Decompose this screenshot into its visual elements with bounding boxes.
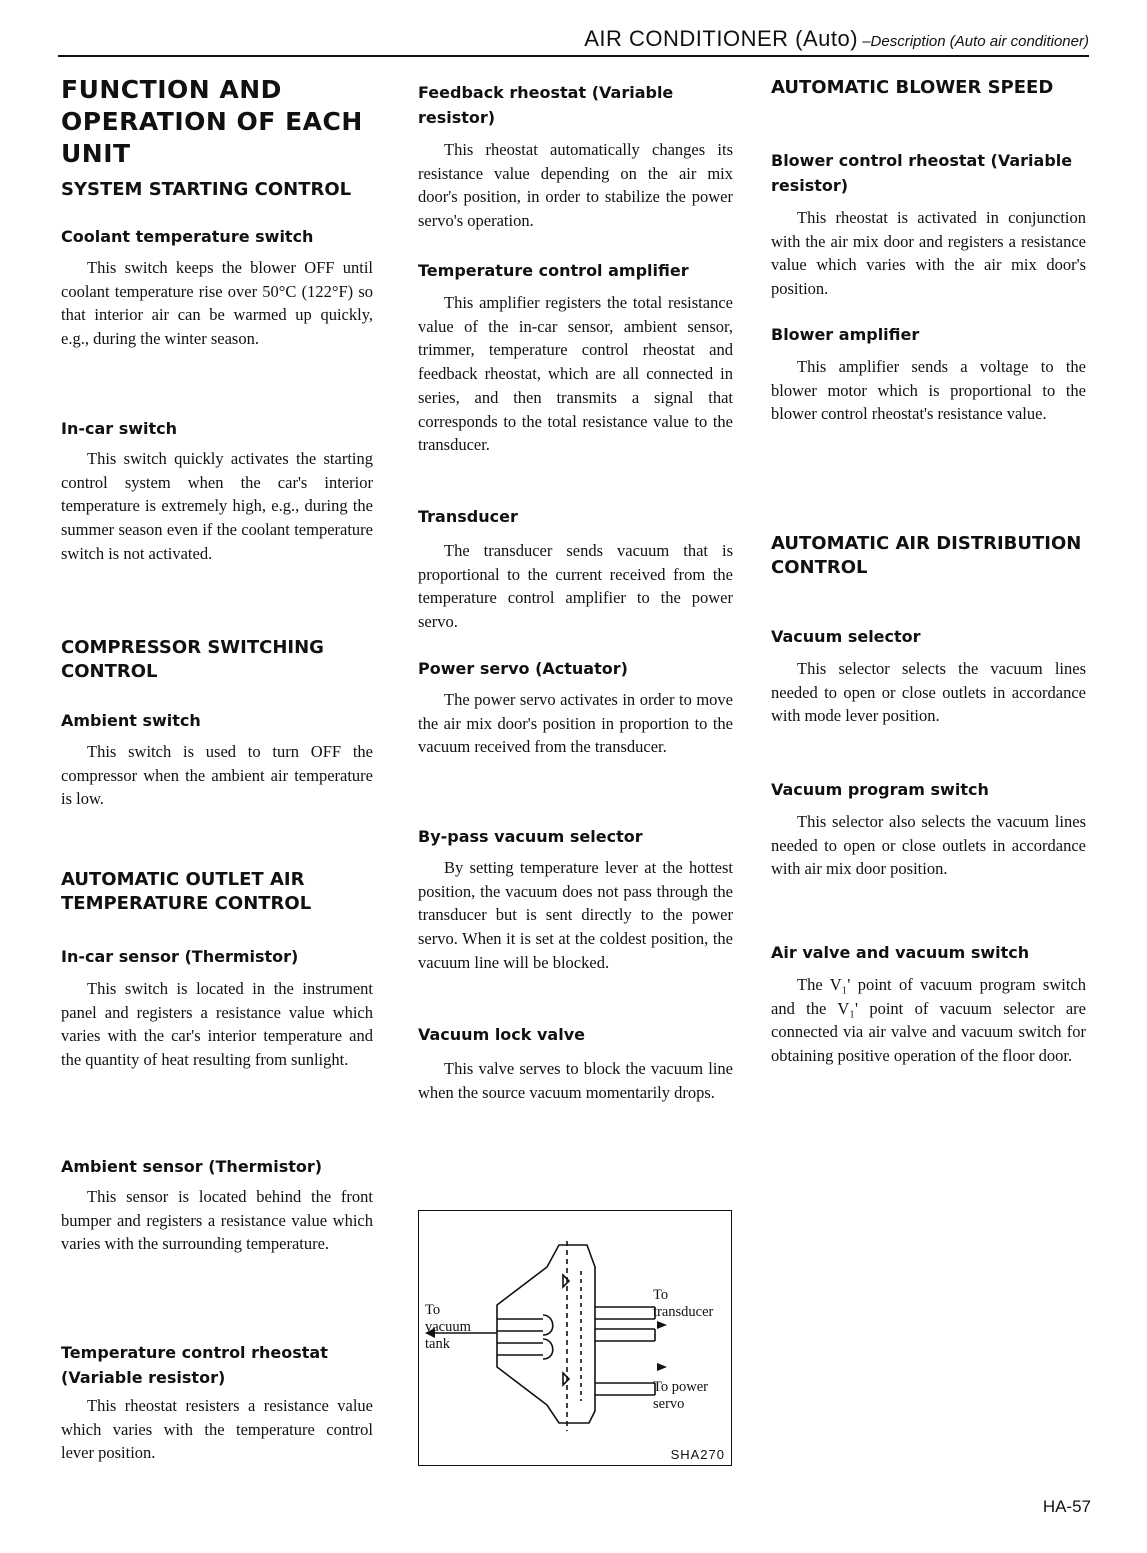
incar-switch-text: This switch quickly activates the starting control system when the car's interior temperature is extremely high, e.g., during the summer season even if the coolant temperature switch is not activated. bbox=[61, 449, 373, 563]
lock-valve-text: This valve serves to block the vacuum line when the source vacuum momentarily drops. bbox=[418, 1059, 733, 1102]
transducer-text: The transducer sends vacuum that is proportional to the current received from the temperature control amplifier to the power servo. bbox=[418, 541, 733, 632]
air-distribution-heading: AUTOMATIC AIR DISTRIBUTION CONTROL bbox=[771, 533, 1082, 578]
incar-sensor-title: In-car sensor (Thermistor) bbox=[61, 947, 299, 966]
label-to-vacuum-tank: To vacuum tank bbox=[425, 1302, 471, 1352]
power-servo-text: The power servo activates in order to move the air mix door's position in proportion to the vacuum received from the transducer. bbox=[418, 690, 733, 757]
transducer-title: Transducer bbox=[418, 507, 518, 526]
coolant-switch-text: This switch keeps the blower OFF until coolant temperature rise over 50°C (122°F) so that interior air can be warmed up quickly, e.g., during the winter season. bbox=[61, 258, 373, 349]
system-starting-heading: SYSTEM STARTING CONTROL bbox=[61, 179, 352, 200]
header-title: AIR CONDITIONER (Auto) bbox=[584, 26, 859, 51]
vacuum-lock-valve-figure bbox=[418, 1210, 732, 1466]
power-servo-title: Power servo (Actuator) bbox=[418, 659, 628, 678]
main-heading: FUNCTION AND OPERATION OF EACH UNIT bbox=[61, 75, 363, 168]
temp-rheostat-text: This rheostat resisters a resistance value which varies with the temperature control lever position. bbox=[61, 1396, 373, 1463]
program-switch-text: This selector also selects the vacuum lines needed to open or close outlets in accordance with air mix door position. bbox=[771, 812, 1086, 879]
air-valve-text: The V₁' point of vacuum program switch and the V₁' point of vacuum selector are connected via air valve and vacuum switch for obtaining positive operation of the floor door. bbox=[771, 975, 1086, 1066]
ambient-sensor-title: Ambient sensor (Thermistor) bbox=[61, 1157, 323, 1176]
label-to-power-servo: To power servo bbox=[653, 1379, 708, 1412]
header-rule bbox=[58, 55, 1089, 57]
compressor-heading: COMPRESSOR SWITCHING CONTROL bbox=[61, 637, 324, 682]
lock-valve-title: Vacuum lock valve bbox=[418, 1025, 585, 1044]
figure-code: SHA270 bbox=[670, 1447, 725, 1462]
blower-speed-heading: AUTOMATIC BLOWER SPEED bbox=[771, 77, 1054, 98]
vacuum-selector-text: This selector selects the vacuum lines needed to open or close outlets in accordance with mode lever position. bbox=[771, 659, 1086, 726]
page-header bbox=[584, 26, 1089, 52]
ambient-sensor-text: This sensor is located behind the front bumper and registers a resistance value which varies with the surrounding temperature. bbox=[61, 1187, 373, 1254]
feedback-rheostat-title: Feedback rheostat (Variable resistor) bbox=[418, 83, 674, 127]
blower-amplifier-title: Blower amplifier bbox=[771, 325, 920, 344]
ambient-switch-text: This switch is used to turn OFF the compressor when the ambient air temperature is low. bbox=[61, 742, 373, 809]
ambient-switch-title: Ambient switch bbox=[61, 711, 201, 730]
coolant-switch-title: Coolant temperature switch bbox=[61, 227, 314, 246]
feedback-rheostat-text: This rheostat automatically changes its resistance value depending on the air mix door's position, in order to stabilize the power servo's operation. bbox=[418, 140, 733, 231]
header-subtitle: –Description (Auto air conditioner) bbox=[858, 33, 1089, 50]
blower-amplifier-text: This amplifier sends a voltage to the blower motor which is proportional to the blower control rheostat's resistance value. bbox=[771, 357, 1086, 424]
temp-amplifier-text: This amplifier registers the total resistance value of the in-car sensor, ambient sensor, trimmer, temperature control rheostat and feedback rheostat, which are all connected in series, and then transmits a signal that corresponds to the total resistance value to the transducer. bbox=[418, 293, 733, 455]
page-number: HA-57 bbox=[1042, 1497, 1091, 1516]
air-valve-title: Air valve and vacuum switch bbox=[771, 943, 1030, 962]
outlet-temp-heading: AUTOMATIC OUTLET AIR TEMPERATURE CONTROL bbox=[61, 869, 312, 914]
temp-amplifier-title: Temperature control amplifier bbox=[418, 261, 689, 280]
bypass-selector-title: By-pass vacuum selector bbox=[418, 827, 643, 846]
blower-rheostat-title: Blower control rheostat (Variable resistor) bbox=[771, 151, 1073, 195]
label-to-transducer: To transducer bbox=[653, 1287, 714, 1320]
blower-rheostat-text: This rheostat is activated in conjunction with the air mix door and registers a resistance value which varies with the air mix door's position. bbox=[771, 208, 1086, 299]
program-switch-title: Vacuum program switch bbox=[771, 780, 989, 799]
incar-sensor-text: This switch is located in the instrument panel and registers a resistance value which varies with the car's interior temperature and the quantity of heat resulting from sunlight. bbox=[61, 979, 373, 1070]
bypass-selector-text: By setting temperature lever at the hottest position, the vacuum does not pass through the transducer but is sent directly to the power servo. When it is set at the coldest position, the vacuum line will be blocked. bbox=[418, 858, 733, 972]
vacuum-selector-title: Vacuum selector bbox=[771, 627, 921, 646]
temp-rheostat-title: Temperature control rheostat (Variable resistor) bbox=[61, 1343, 328, 1387]
incar-switch-title: In-car switch bbox=[61, 419, 178, 438]
